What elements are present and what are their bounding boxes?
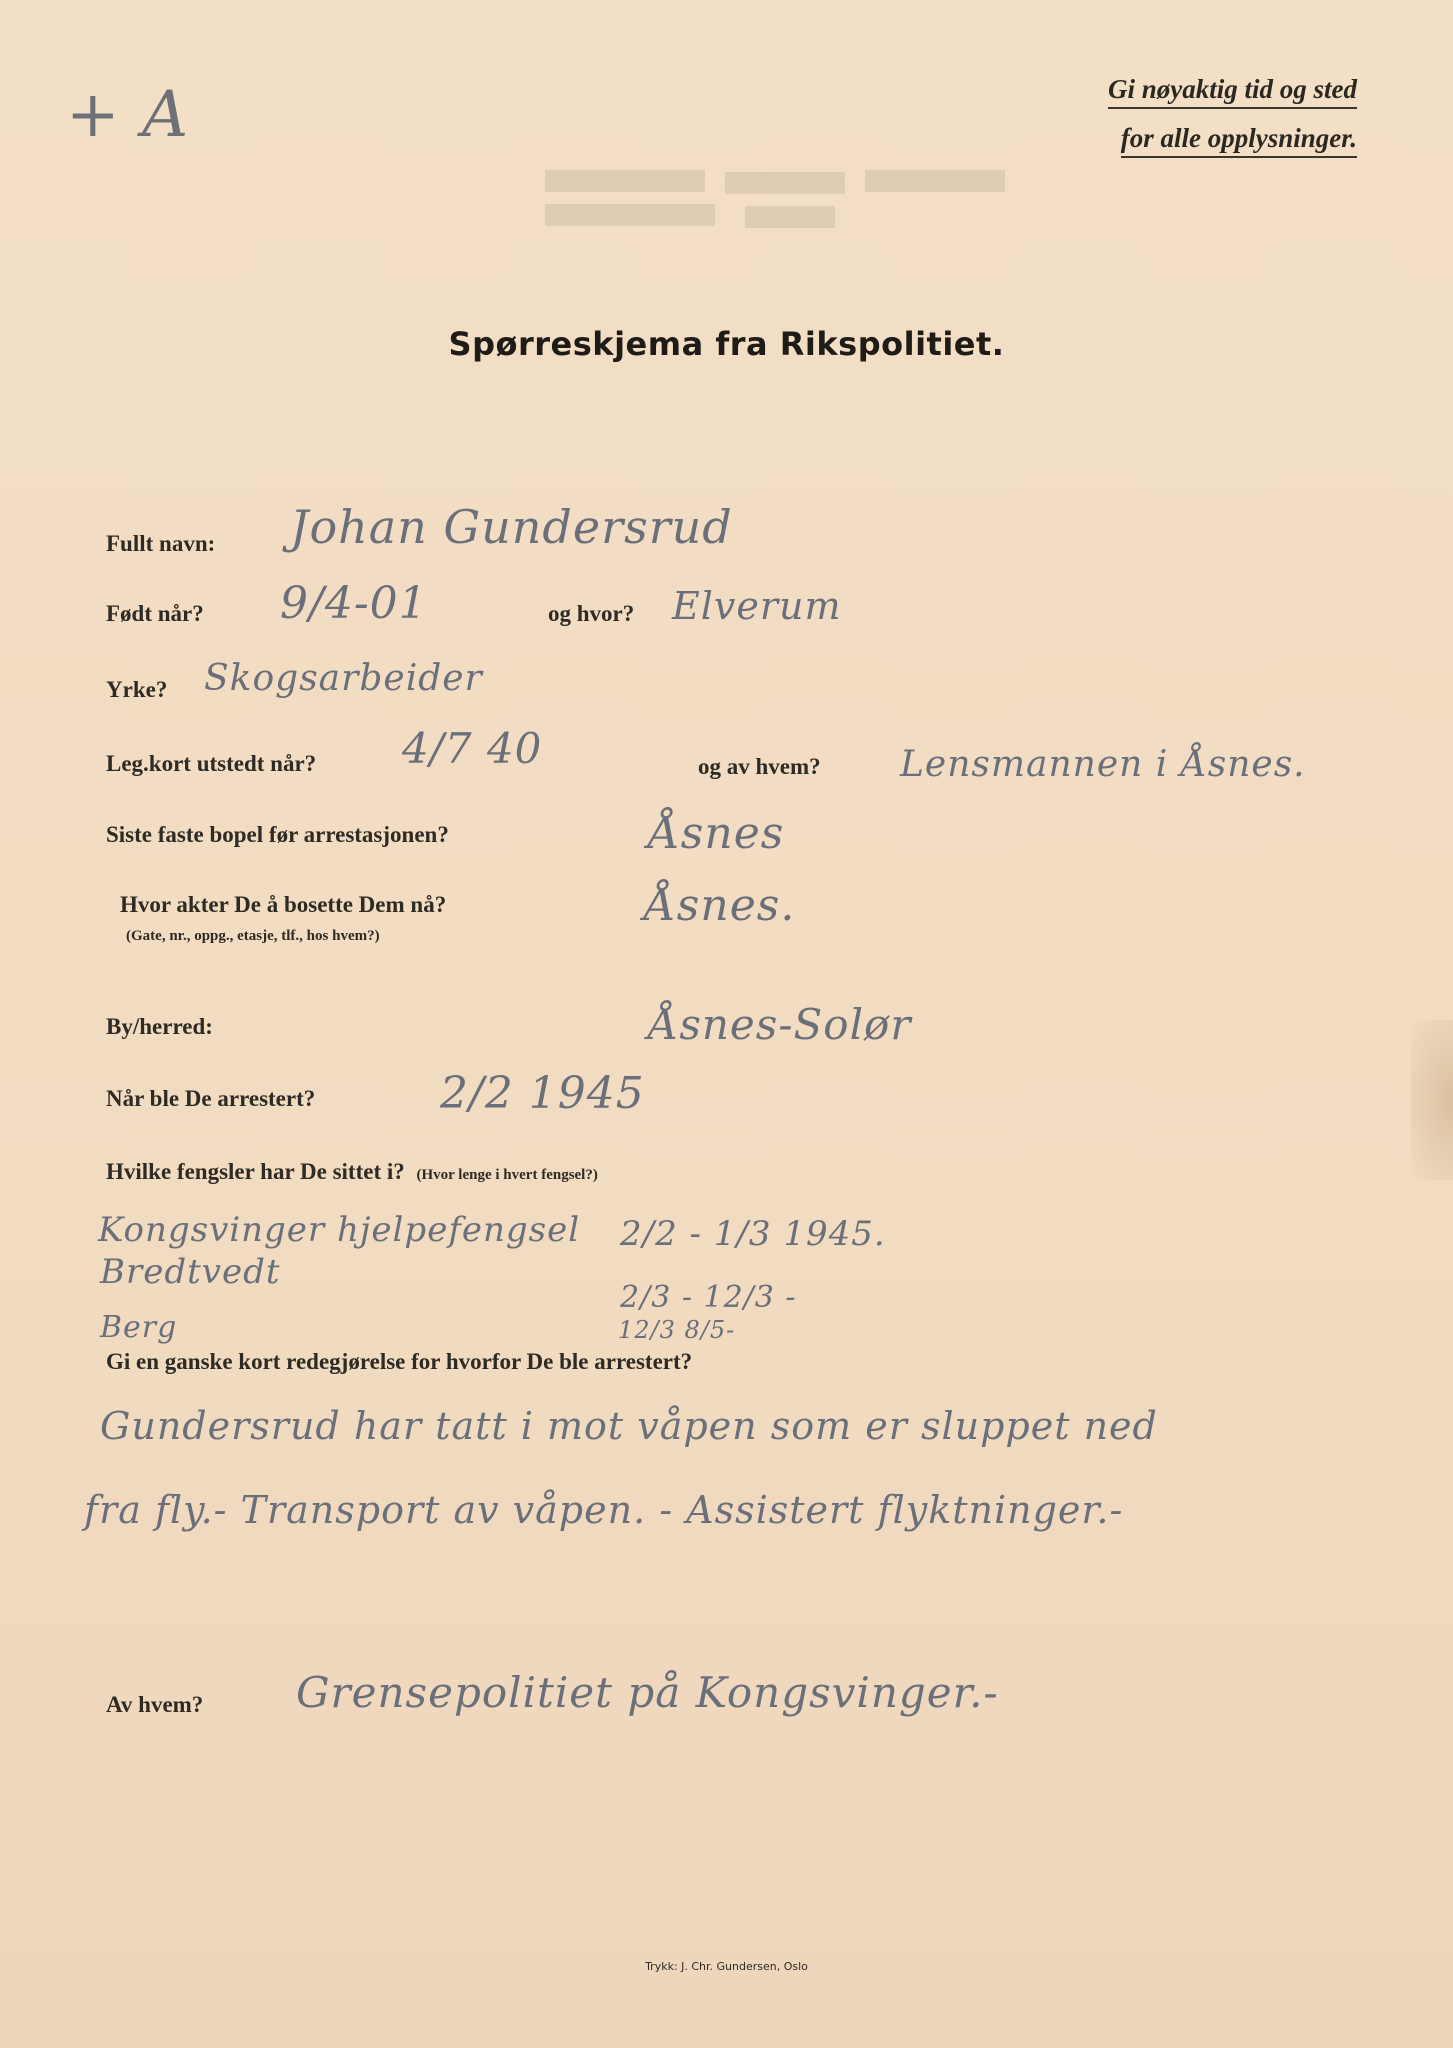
settle-hint: (Gate, nr., oppg., etasje, tlf., hos hvem?)	[126, 928, 380, 944]
full-name-label: Fullt navn:	[106, 531, 216, 556]
arrested-by-label: Av hvem?	[106, 1692, 204, 1717]
occupation-label: Yrke?	[106, 677, 168, 702]
instruction-line-2: for alle opplysninger.	[1121, 123, 1357, 158]
reason-line-2: fra fly.- Transport av våpen. - Assistert flyktninger.-	[84, 1488, 1124, 1532]
prison-2-period: 2/3 - 12/3 -	[620, 1280, 797, 1315]
instruction-line-1: Gi nøyaktig tid og sted	[1108, 74, 1357, 109]
issued-by-value: Lensmannen i Åsnes.	[900, 744, 1306, 785]
prison-1-name: Kongsvinger hjelpefengsel	[98, 1210, 581, 1250]
issued-by-label: og av hvem?	[698, 754, 821, 779]
born-label: Født når?	[106, 601, 204, 626]
prisons-label	[106, 1159, 598, 1185]
corner-mark: + A	[66, 78, 190, 152]
arrest-date-label: Når ble De arrestert?	[106, 1086, 316, 1111]
paper-stain	[1411, 1020, 1453, 1180]
id-card-label: Leg.kort utstedt når?	[106, 751, 317, 776]
prisons-hint: (Hvor lenge i hvert fengsel?)	[416, 1167, 598, 1183]
printer-credit: Trykk: J. Chr. Gundersen, Oslo	[645, 1960, 808, 1973]
last-address-value: Åsnes	[648, 808, 785, 859]
full-name-value: Johan Gundersrud	[290, 500, 733, 554]
reason-line-1: Gundersrud har tatt i mot våpen som er sluppet ned	[100, 1404, 1158, 1448]
occupation-value: Skogsarbeider	[204, 658, 483, 699]
prison-1-period: 2/2 - 1/3 1945.	[620, 1214, 886, 1254]
born-value: 9/4-01	[280, 578, 428, 629]
form-title: Spørreskjema fra Rikspolitiet.	[448, 325, 1005, 363]
born-where-label: og hvor?	[548, 601, 635, 626]
last-address-label: Siste faste bopel før arrestasjonen?	[106, 822, 449, 847]
settle-label: Hvor akter De å bosette Dem nå?	[120, 892, 447, 917]
prisons-label-text: Hvilke fengsler har De sittet i?	[106, 1159, 405, 1184]
born-where-value: Elverum	[672, 584, 842, 628]
prison-3-name: Berg	[100, 1310, 178, 1345]
prison-3-period: 12/3 8/5-	[618, 1316, 736, 1344]
settle-value: Åsnes.	[644, 880, 796, 931]
reason-label: Gi en ganske kort redegjørelse for hvorfor De ble arrestert?	[106, 1349, 693, 1374]
bleed-through-text	[545, 170, 1045, 250]
arrest-date-value: 2/2 1945	[440, 1068, 645, 1119]
id-card-value: 4/7 40	[402, 724, 543, 773]
prison-2-name: Bredtvedt	[100, 1252, 281, 1292]
municipality-value: Åsnes-Solør	[648, 1000, 912, 1049]
instruction-box	[1007, 74, 1357, 172]
arrested-by-value: Grensepolitiet på Kongsvinger.-	[296, 1668, 999, 1717]
municipality-label: By/herred:	[106, 1014, 213, 1039]
